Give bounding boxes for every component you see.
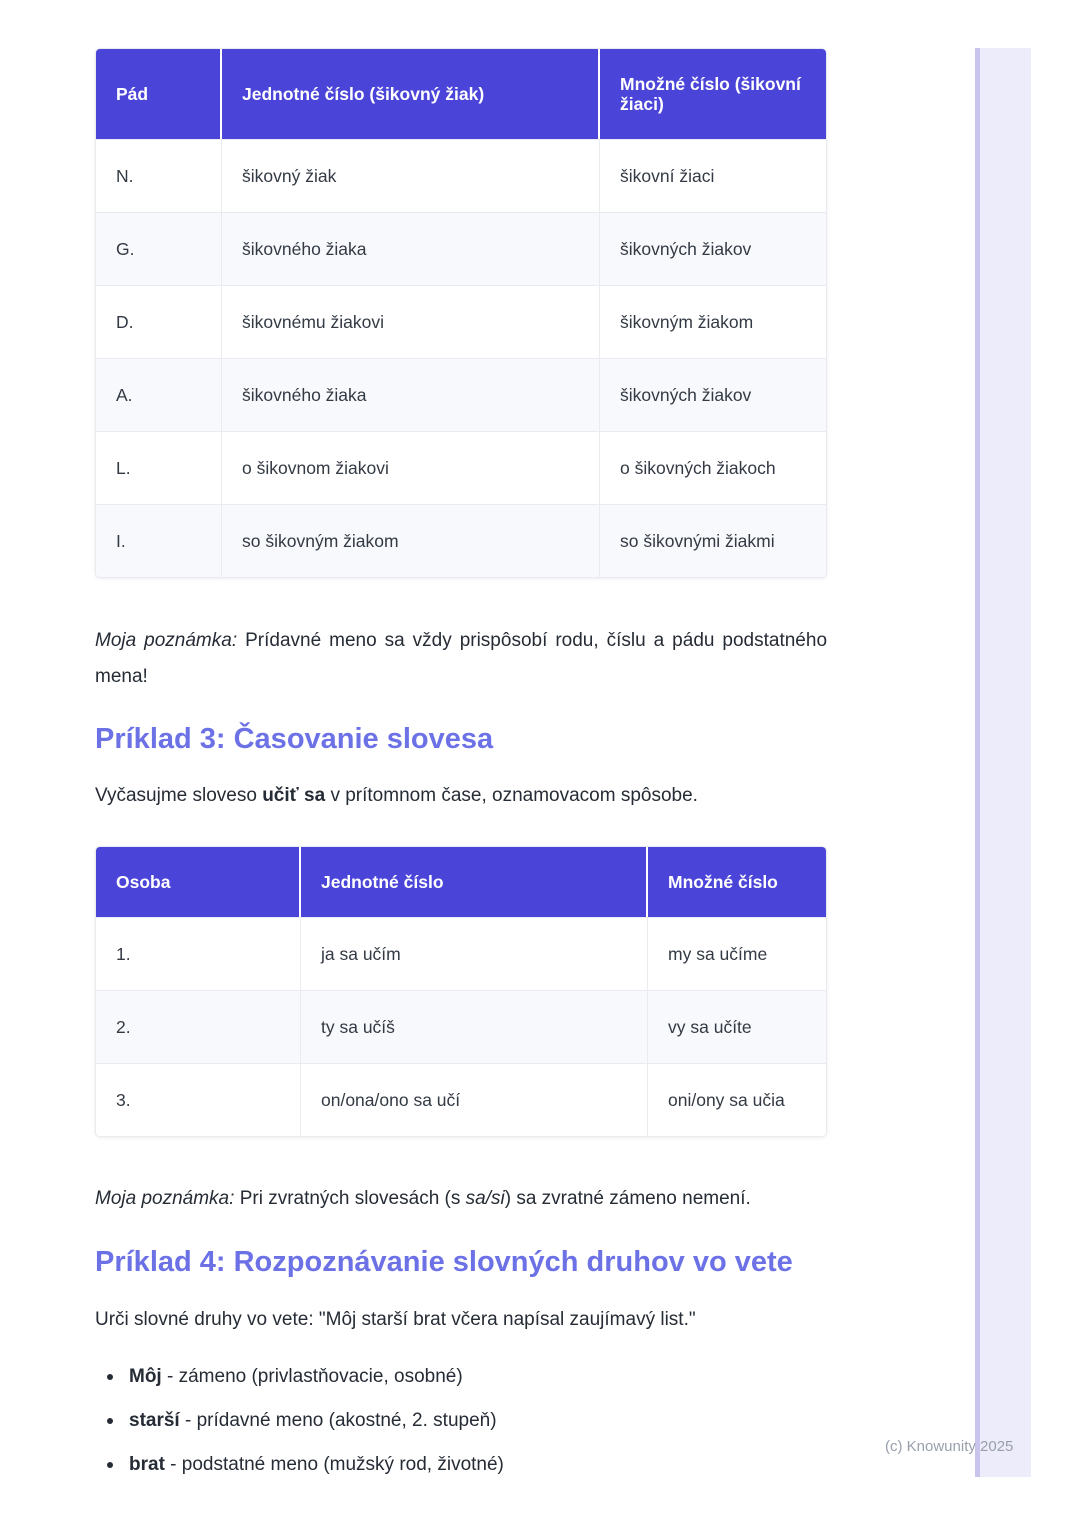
table-cell: o šikovnom žiakovi — [222, 431, 600, 504]
conjugation-table — [95, 846, 827, 1137]
table-cell: o šikovných žiakoch — [600, 431, 826, 504]
table-cell: šikovným žiakom — [600, 285, 826, 358]
document-content — [95, 48, 827, 1495]
table-cell: šikovnému žiakovi — [222, 285, 600, 358]
table-cell: šikovní žiaci — [600, 139, 826, 212]
table-cell: ja sa učím — [301, 917, 648, 990]
table-cell: šikovných žiakov — [600, 358, 826, 431]
table-cell: 3. — [96, 1063, 301, 1136]
verb-ucit-sa: učiť sa — [262, 785, 326, 806]
table-row — [96, 358, 826, 431]
table-cell: 2. — [96, 990, 301, 1063]
table-cell: so šikovnými žiakmi — [600, 504, 826, 577]
table-row — [96, 990, 826, 1063]
table-cell: G. — [96, 212, 222, 285]
table-header-row — [96, 847, 826, 917]
column-header: Množné číslo — [648, 847, 826, 917]
table-cell: N. — [96, 139, 222, 212]
word-analysis-item: Môj - zámeno (privlastňovacie, osobné) — [95, 1363, 827, 1391]
table-cell: šikovných žiakov — [600, 212, 826, 285]
analyzed-word: Môj — [129, 1366, 162, 1387]
intro-pre: Vyčasujme sloveso — [95, 785, 263, 806]
table-cell: 1. — [96, 917, 301, 990]
right-decoration-bar — [975, 48, 1031, 1477]
table-cell: šikovný žiak — [222, 139, 600, 212]
word-analysis-item: brat - podstatné meno (mužský rod, životné) — [95, 1451, 827, 1479]
word-types-intro: Urči slovné druhy vo vete: "Môj starší brat včera napísal zaujímavý list." — [95, 1309, 696, 1330]
note-post: ) sa zvratné zámeno nemení. — [504, 1188, 751, 1209]
table-row — [96, 431, 826, 504]
note-label: Moja poznámka: — [95, 1188, 235, 1209]
table-row — [96, 1063, 826, 1136]
table-cell: D. — [96, 285, 222, 358]
table-row — [96, 917, 826, 990]
table-cell: on/ona/ono sa učí — [301, 1063, 648, 1136]
table-row — [96, 212, 826, 285]
table-row — [96, 139, 826, 212]
analyzed-word: brat — [129, 1454, 165, 1475]
column-header: Osoba — [96, 847, 301, 917]
conjugation-intro — [95, 782, 827, 810]
table-cell: so šikovným žiakom — [222, 504, 600, 577]
footer-copyright: (c) Knowunity 2025 — [885, 1438, 1014, 1455]
note-text: Prídavné meno sa vždy prispôsobí rodu, číslu a pádu podstatného mena! — [95, 630, 828, 687]
word-analysis-item: starší - prídavné meno (akostné, 2. stupeň) — [95, 1407, 827, 1435]
table-header-row — [96, 49, 826, 139]
note-reflexive-verbs — [95, 1181, 827, 1217]
note-adjective-agreement — [95, 623, 827, 695]
column-header: Množné číslo (šikovní žiaci) — [600, 49, 826, 139]
section-heading-priklad-4: Príklad 4: Rozpoznávanie slovných druhov vo vete — [95, 1246, 793, 1278]
table-cell: L. — [96, 431, 222, 504]
note-italic-sa-si: sa/si — [465, 1188, 505, 1209]
table-row — [96, 285, 826, 358]
intro-post: v prítomnom čase, oznamovacom spôsobe. — [325, 785, 698, 806]
table-cell: ty sa učíš — [301, 990, 648, 1063]
word-analysis-list — [95, 1363, 827, 1479]
table-cell: šikovného žiaka — [222, 212, 600, 285]
table-cell: I. — [96, 504, 222, 577]
table-cell: my sa učíme — [648, 917, 826, 990]
column-header: Pád — [96, 49, 222, 139]
note-pre: Pri zvratných slovesách (s — [239, 1188, 466, 1209]
table-row — [96, 504, 826, 577]
declension-table — [95, 48, 827, 578]
table-cell: A. — [96, 358, 222, 431]
note-label: Moja poznámka: — [95, 630, 238, 651]
table-cell: šikovného žiaka — [222, 358, 600, 431]
table-cell: vy sa učíte — [648, 990, 826, 1063]
analyzed-word: starší — [129, 1410, 180, 1431]
column-header: Jednotné číslo (šikovný žiak) — [222, 49, 600, 139]
section-heading-priklad-3: Príklad 3: Časovanie slovesa — [95, 723, 494, 755]
column-header: Jednotné číslo — [301, 847, 648, 917]
table-cell: oni/ony sa učia — [648, 1063, 826, 1136]
